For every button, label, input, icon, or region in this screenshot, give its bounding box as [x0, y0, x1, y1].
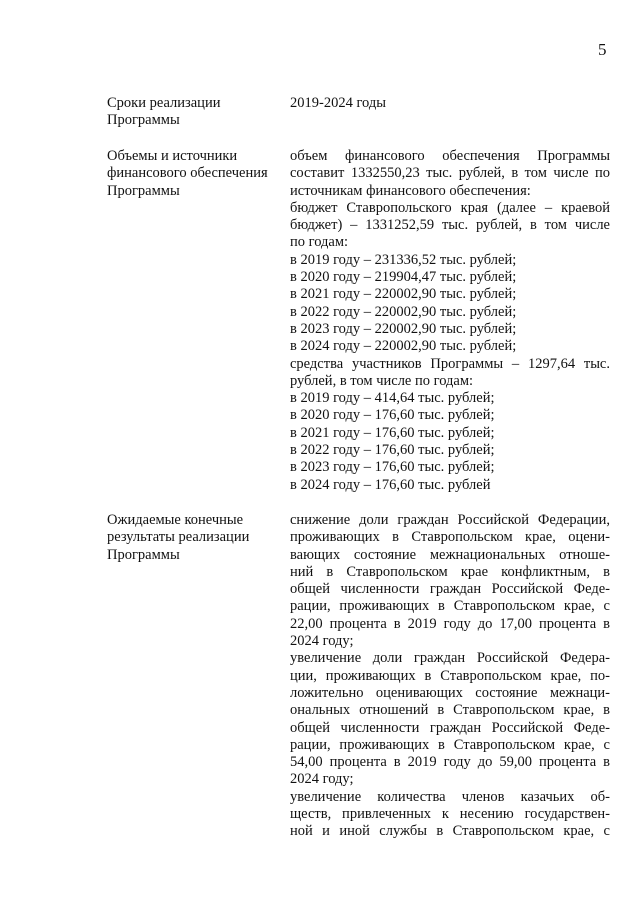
content-line: 2024 году;: [290, 771, 354, 788]
content-line: ональных отношений в Ставропольском крае, в: [290, 702, 610, 719]
content-line: увеличение доли граждан Российской Федера-: [290, 650, 610, 667]
label-line: Сроки реализации: [107, 95, 221, 111]
row-content-funding: [290, 148, 610, 494]
content-line: рублей, в том числе по годам:: [290, 372, 474, 389]
content-line: средства участников Программы – 1297,64 тыс.: [290, 355, 610, 372]
content-line: по годам:: [290, 234, 349, 251]
content-line: в 2024 году – 176,60 тыс. рублей: [290, 476, 491, 493]
content-line: в 2019 году – 414,64 тыс. рублей;: [290, 390, 495, 407]
label-line: Программы: [107, 546, 180, 563]
label-line: результаты реализации: [107, 529, 250, 546]
content-line: в 2020 году – 176,60 тыс. рублей;: [290, 407, 495, 424]
content-line: ции, проживающих в Ставропольском крае, по-: [290, 667, 610, 684]
content-line: в 2023 году – 220002,90 тыс. рублей;: [290, 320, 517, 337]
content-line: ний в Ставропольском крае конфликтным, в: [290, 563, 610, 580]
content-line: объем финансового обеспечения Программы: [290, 148, 610, 164]
content-line: в 2020 году – 219904,47 тыс. рублей;: [290, 269, 517, 286]
content-line: в 2022 году – 176,60 тыс. рублей;: [290, 442, 495, 459]
content-line: в 2019 году – 231336,52 тыс. рублей;: [290, 251, 517, 268]
content-line: 2019-2024 годы: [290, 95, 386, 111]
content-line: в 2024 году – 220002,90 тыс. рублей;: [290, 338, 517, 355]
row-label-timeframe: [107, 95, 287, 130]
label-line: Объемы и источники: [107, 148, 238, 164]
content-line: общей численности граждан Российской Феде-: [290, 719, 610, 736]
content-line: в 2021 году – 176,60 тыс. рублей;: [290, 424, 495, 441]
content-line: в 2022 году – 220002,90 тыс. рублей;: [290, 303, 517, 320]
content-line: ной и иной службы в Ставропольском крае, с: [290, 823, 610, 840]
content-line: вающих состояние межнациональных отноше-: [290, 546, 610, 563]
content-line: 2024 году;: [290, 633, 354, 650]
content-line: проживающих в Ставропольском крае, оцени-: [290, 529, 610, 546]
content-line: увеличение количества членов казачьих об-: [290, 788, 610, 805]
content-line: составит 1332550,23 тыс. рублей, в том числе по: [290, 165, 610, 182]
label-line: финансового обеспечения: [107, 165, 268, 182]
label-line: Программы: [107, 112, 180, 129]
row-label-funding: [107, 148, 287, 200]
content-line: бюджет) – 1331252,59 тыс. рублей, в том числе: [290, 217, 610, 234]
label-line: Ожидаемые конечные: [107, 512, 244, 528]
content-line: ществ, привлеченных к несению государствен-: [290, 806, 610, 823]
row-content-results: [290, 512, 610, 841]
content-line: общей численности граждан Российской Феде-: [290, 581, 610, 598]
content-line: бюджет Ставропольского края (далее – краевой: [290, 199, 610, 216]
content-line: 54,00 процента в 2019 году до 59,00 процента в: [290, 754, 610, 771]
content-line: в 2021 году – 220002,90 тыс. рублей;: [290, 286, 517, 303]
content-line: 22,00 процента в 2019 году до 17,00 процента в: [290, 615, 610, 632]
row-label-results: [107, 512, 287, 564]
row-content-timeframe: [290, 95, 610, 112]
content-line: источникам финансового обеспечения:: [290, 182, 531, 199]
content-line: рации, проживающих в Ставропольском крае, с: [290, 598, 610, 615]
content-line: ложительно оценивающих состояние межнаци-: [290, 684, 610, 701]
content-line: снижение доли граждан Российской Федерации,: [290, 512, 610, 528]
content-line: в 2023 году – 176,60 тыс. рублей;: [290, 459, 495, 476]
page-number: 5: [598, 40, 607, 59]
content-line: рации, проживающих в Ставропольском крае, с: [290, 736, 610, 753]
label-line: Программы: [107, 182, 180, 199]
